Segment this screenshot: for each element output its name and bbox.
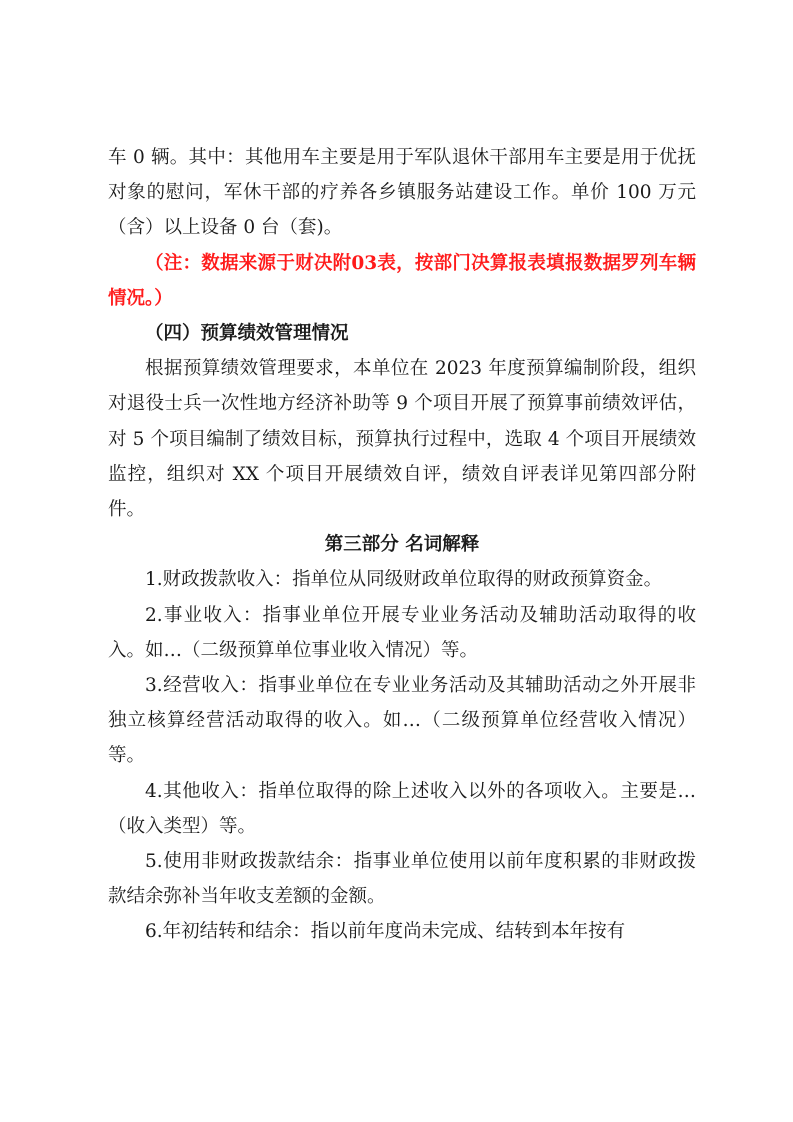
section-four-heading: （四）预算绩效管理情况 [145,323,349,345]
term-item: 1.财政拨款收入：指单位从同级财政单位取得的财政预算资金。 [145,569,663,591]
term-item: 4.其他收入：指单位取得的除上述收入以外的各项收入。主要是…（收入类型）等。 [108,780,696,837]
vehicle-paragraph: 车 0 辆。其中：其他用车主要是用于军队退休干部用车主要是用于优抚对象的慰问，军休干部的疗养各乡镇服务站建设工作。单价 100 万元（含）以上设备 0 台（套)。 [108,147,696,239]
data-source-note: （注：数据来源于财决附03表，按部门决算报表填报数据罗列车辆情况。） [108,252,696,309]
term-item: 5.使用非财政拨款结余：指事业单位使用以前年度积累的非财政拨款结余弥补当年收支差额的金额。 [108,851,696,908]
page-content [108,140,696,950]
performance-paragraph: 根据预算绩效管理要求，本单位在 2023 年度预算编制阶段，组织对退役士兵一次性地方经济补助等 9 个项目开展了预算事前绩效评估，对 5 个项目编制了绩效目标，预算执行过程中，选取 4 个项目开展绩效监控，组织对 XX 个项目开展绩效自评，绩效自评表详见第四部分附件。 [108,358,696,521]
part-three-title: 第三部分 名词解释 [324,534,480,556]
term-item: 3.经营收入：指事业单位在专业业务活动及其辅助活动之外开展非独立核算经营活动取得的收入。如…（二级预算单位经营收入情况）等。 [108,675,696,767]
term-item: 2.事业收入：指事业单位开展专业业务活动及辅助活动取得的收入。如…（二级预算单位事业收入情况）等。 [108,604,696,661]
term-item: 6.年初结转和结余：指以前年度尚未完成、结转到本年按有 [145,921,626,943]
